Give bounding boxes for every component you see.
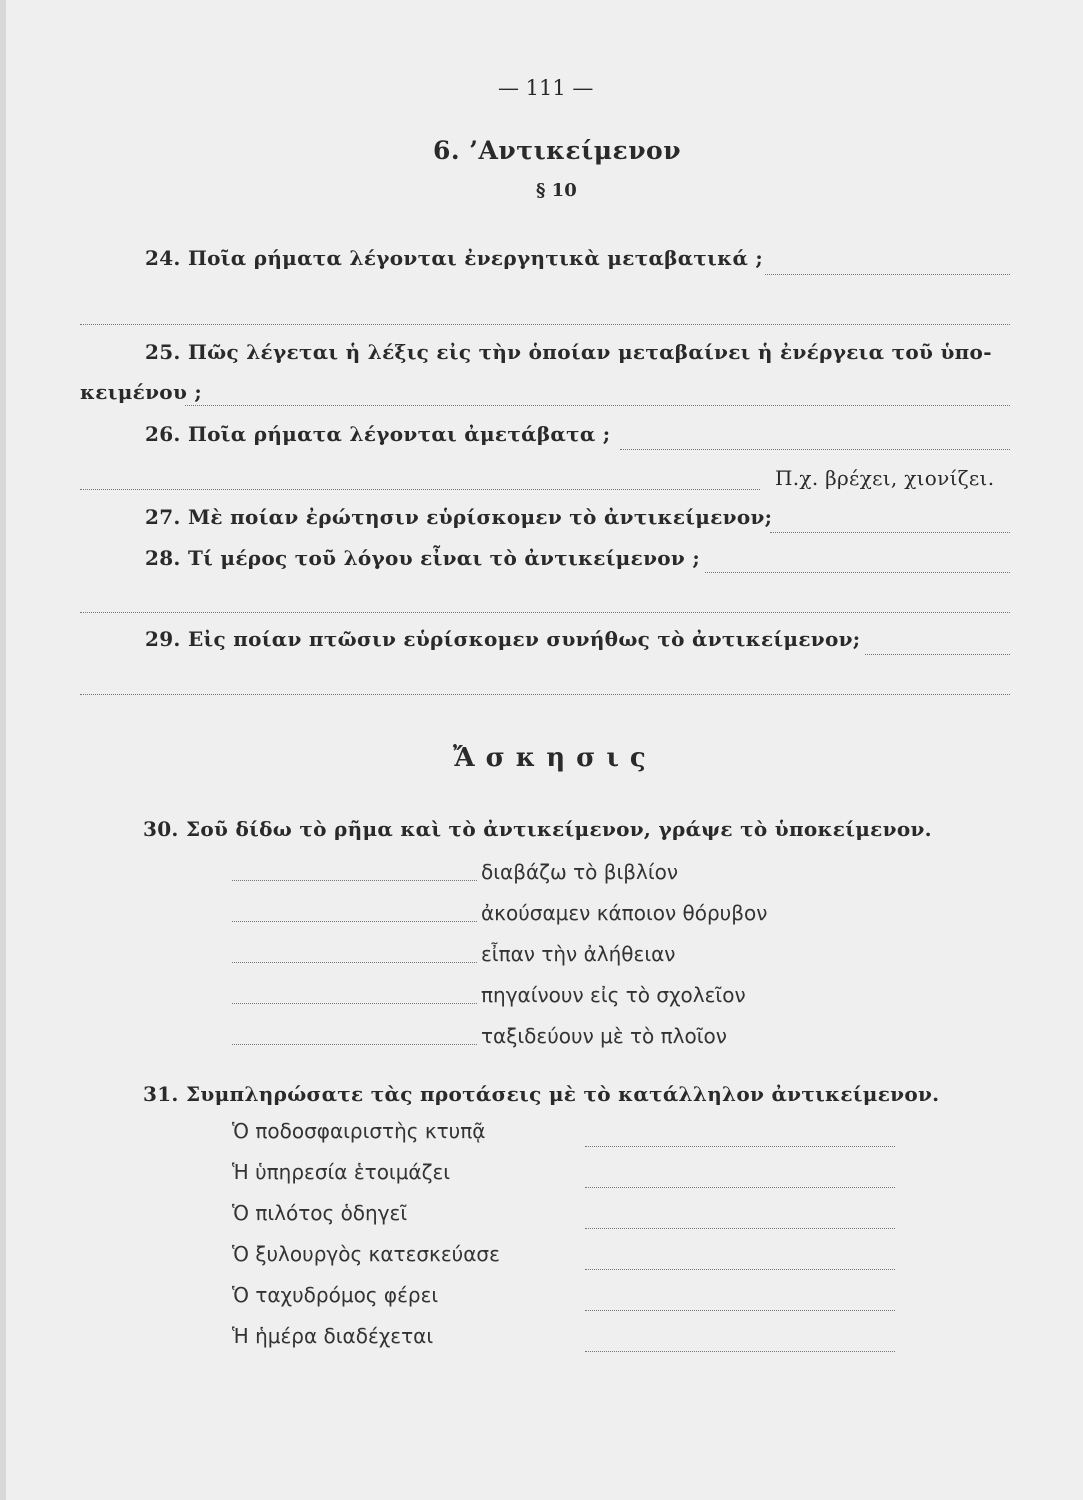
answer-line: [232, 1044, 477, 1045]
answer-line: [765, 274, 1010, 275]
answer-line: [585, 1351, 895, 1352]
exercise-heading: Ἄσκησις: [453, 743, 657, 773]
question-27: 27. Μὲ ποίαν ἐρώτησιν εὑρίσκομεν τὸ ἀντικείμενον;: [145, 505, 773, 529]
question-25-continuation: κειμένου ;: [80, 380, 203, 404]
exercise-30-item: πηγαίνουν εἰς τὸ σχολεῖον: [481, 983, 746, 1007]
question-24: 24. Ποῖα ρήματα λέγονται ἐνεργητικὰ μεταβατικά ;: [145, 246, 764, 270]
section-ref: § 10: [536, 180, 577, 201]
answer-line: [232, 921, 477, 922]
answer-line: [80, 489, 760, 490]
answer-line: [705, 572, 1010, 573]
exercise-31-item: Ἡ ἡμέρα διαδέχεται: [232, 1324, 434, 1348]
question-29: 29. Εἰς ποίαν πτῶσιν εὑρίσκομεν συνήθως τὸ ἀντικείμενον;: [145, 627, 861, 651]
exercise-30-prompt: 30. Σοῦ δίδω τὸ ρῆμα καὶ τὸ ἀντικείμενον, γράψε τὸ ὑποκείμενον.: [143, 817, 932, 841]
exercise-30-item: εἶπαν τὴν ἀλήθειαν: [481, 942, 676, 966]
answer-line: [770, 532, 1010, 533]
answer-line: [232, 1003, 477, 1004]
answer-line: [585, 1146, 895, 1147]
answer-line: [585, 1187, 895, 1188]
answer-line: [585, 1310, 895, 1311]
answer-line: [620, 449, 1010, 450]
exercise-30-item: διαβάζω τὸ βιβλίον: [481, 860, 679, 884]
chapter-title: 6. ’Αντικείμενον: [433, 136, 682, 165]
example-text: Π.χ. βρέχει, χιονίζει.: [775, 466, 995, 490]
exercise-31-item: Ὁ ξυλουργὸς κατεσκεύασε: [232, 1242, 500, 1266]
answer-line: [80, 694, 1010, 695]
exercise-31-prompt: 31. Συμπληρώσατε τὰς προτάσεις μὲ τὸ κατάλληλον ἀντικείμενον.: [143, 1082, 940, 1106]
answer-line: [585, 1228, 895, 1229]
answer-line: [232, 880, 477, 881]
exercise-30-item: ταξιδεύουν μὲ τὸ πλοῖον: [481, 1024, 727, 1048]
exercise-31-item: Ὁ ποδοσφαιριστὴς κτυπᾷ: [232, 1119, 486, 1143]
answer-line: [865, 654, 1010, 655]
question-28: 28. Τί μέρος τοῦ λόγου εἶναι τὸ ἀντικείμενον ;: [145, 546, 701, 570]
answer-line: [185, 405, 1010, 406]
exercise-31-item: Ὁ πιλότος ὁδηγεῖ: [232, 1201, 408, 1225]
question-26: 26. Ποῖα ρήματα λέγονται ἀμετάβατα ;: [145, 422, 611, 446]
page-edge: [0, 0, 6, 1500]
answer-line: [585, 1269, 895, 1270]
answer-line: [232, 962, 477, 963]
question-25: 25. Πῶς λέγεται ἡ λέξις εἰς τὴν ὁποίαν μεταβαίνει ἡ ἐνέργεια τοῦ ὑπο-: [145, 340, 992, 364]
exercise-31-item: Ὁ ταχυδρόμος φέρει: [232, 1283, 439, 1307]
exercise-30-item: ἀκούσαμεν κάποιον θόρυβον: [481, 901, 768, 925]
page-number: — 111 —: [498, 76, 594, 100]
answer-line: [80, 324, 1010, 325]
exercise-31-item: Ἡ ὑπηρεσία ἑτοιμάζει: [232, 1160, 451, 1184]
answer-line: [80, 612, 1010, 613]
